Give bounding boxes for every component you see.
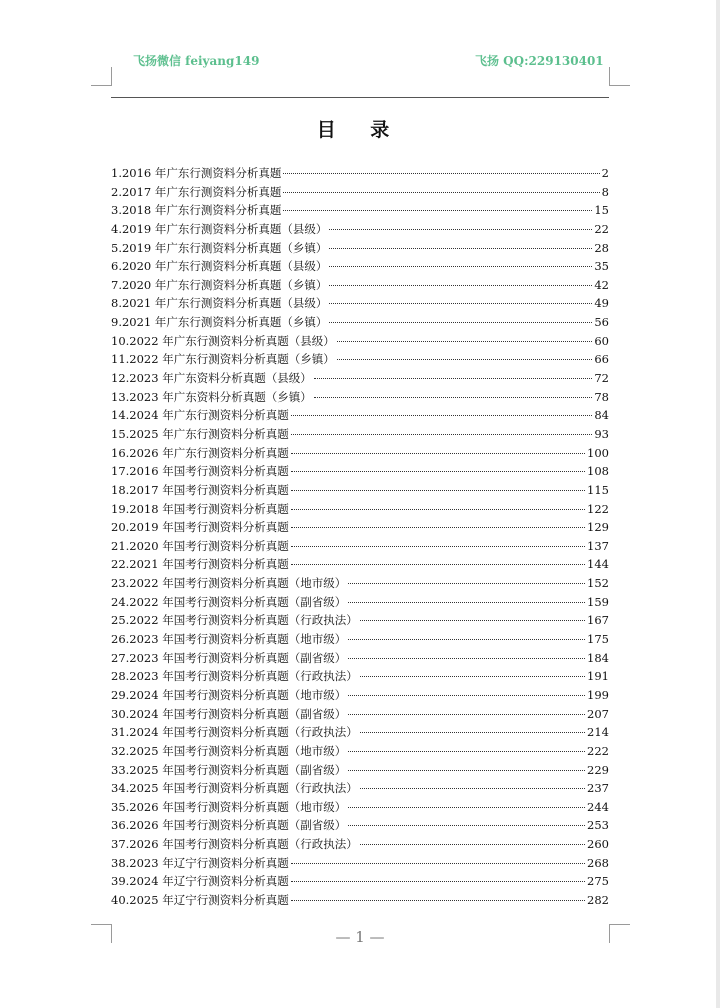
toc-entry-title: 13.2023 年广东资料分析真题（乡镇） [111, 389, 312, 404]
toc-entry-page: 159 [587, 594, 609, 609]
toc-entry[interactable] [111, 201, 609, 220]
toc-entry-page: 229 [587, 762, 609, 777]
toc-entry-page: 237 [587, 781, 609, 796]
toc-entry-title: 28.2023 年国考行测资料分析真题（行政执法） [111, 669, 358, 684]
toc-dot-leader [337, 359, 593, 360]
toc-entry-page: 144 [587, 557, 609, 572]
toc-entry-page: 60 [594, 333, 609, 348]
toc-entry-title: 22.2021 年国考行测资料分析真题 [111, 557, 289, 572]
toc-dot-leader [291, 881, 585, 882]
toc-entry[interactable] [111, 276, 609, 295]
toc-dot-leader [291, 415, 593, 416]
toc-entry-title: 16.2026 年广东行测资料分析真题 [111, 445, 289, 460]
toc-entry[interactable] [111, 686, 609, 705]
crop-mark-top-left [91, 67, 112, 86]
toc-dot-leader [329, 285, 592, 286]
toc-dot-leader [348, 751, 585, 752]
toc-entry[interactable] [111, 183, 609, 202]
toc-entry[interactable] [111, 854, 609, 873]
toc-dot-leader [360, 788, 585, 789]
toc-entry-page: 42 [594, 277, 609, 292]
toc-entry[interactable] [111, 350, 609, 369]
toc-entry[interactable] [111, 425, 609, 444]
toc-entry-page: 207 [587, 706, 609, 721]
toc-dot-leader [283, 192, 599, 193]
toc-dot-leader [291, 863, 585, 864]
toc-entry[interactable] [111, 816, 609, 835]
toc-entry[interactable] [111, 872, 609, 891]
header-right-text: 飞扬 QQ:229130401 [475, 54, 604, 68]
toc-entry[interactable] [111, 462, 609, 481]
toc-dot-leader [291, 453, 585, 454]
toc-entry[interactable] [111, 332, 609, 351]
toc-entry-title: 32.2025 年国考行测资料分析真题（地市级） [111, 743, 347, 758]
toc-entry[interactable] [111, 500, 609, 519]
toc-entry-title: 23.2022 年国考行测资料分析真题（地市级） [111, 576, 347, 591]
toc-dot-leader [283, 173, 599, 174]
toc-dot-leader [348, 658, 585, 659]
toc-entry[interactable] [111, 779, 609, 798]
toc-dot-leader [291, 546, 585, 547]
toc-entry-page: 282 [587, 892, 609, 907]
toc-entry[interactable] [111, 239, 609, 258]
toc-entry[interactable] [111, 611, 609, 630]
toc-dot-leader [314, 378, 593, 379]
toc-entry[interactable] [111, 518, 609, 537]
toc-entry-page: 22 [594, 221, 609, 236]
toc-dot-leader [329, 303, 592, 304]
toc-entry-page: 214 [587, 725, 609, 740]
toc-entry-page: 260 [587, 837, 609, 852]
toc-dot-leader [360, 620, 585, 621]
toc-entry-page: 35 [594, 259, 609, 274]
toc-entry-page: 184 [587, 650, 609, 665]
toc-entry[interactable] [111, 667, 609, 686]
page-number: — 1 — [335, 928, 385, 946]
toc-entry-page: 137 [587, 538, 609, 553]
toc-dot-leader [348, 807, 585, 808]
toc-entry[interactable] [111, 164, 609, 183]
toc-dot-leader [360, 844, 585, 845]
toc-entry[interactable] [111, 835, 609, 854]
toc-entry-title: 17.2016 年国考行测资料分析真题 [111, 464, 289, 479]
toc-entry[interactable] [111, 649, 609, 668]
toc-entry-title: 34.2025 年国考行测资料分析真题（行政执法） [111, 781, 358, 796]
toc-entry-page: 2 [601, 166, 609, 180]
toc-dot-leader [337, 341, 593, 342]
toc-entry-title: 14.2024 年广东行测资料分析真题 [111, 408, 289, 423]
toc-entry-page: 8 [601, 184, 609, 199]
toc-dot-leader [348, 639, 585, 640]
toc-entry[interactable] [111, 593, 609, 612]
toc-entry[interactable] [111, 294, 609, 313]
toc-entry[interactable] [111, 406, 609, 425]
toc-entry[interactable] [111, 705, 609, 724]
toc-dot-leader [291, 564, 585, 565]
toc-entry-page: 275 [587, 874, 609, 889]
toc-entry-page: 72 [594, 371, 609, 386]
toc-dot-leader [348, 602, 585, 603]
toc-entry[interactable] [111, 369, 609, 388]
toc-entry-page: 152 [587, 576, 609, 591]
toc-dot-leader [314, 397, 593, 398]
toc-entry-title: 26.2023 年国考行测资料分析真题（地市级） [111, 632, 347, 647]
header-rule [111, 97, 609, 98]
toc-dot-leader [283, 210, 592, 211]
toc-entry-page: 28 [594, 240, 609, 255]
toc-dot-leader [348, 583, 585, 584]
toc-entry-page: 49 [594, 296, 609, 311]
toc-entry[interactable] [111, 630, 609, 649]
toc-entry[interactable] [111, 444, 609, 463]
toc-dot-leader [291, 490, 585, 491]
toc-entry-page: 122 [587, 501, 609, 516]
toc-entry-title: 21.2020 年国考行测资料分析真题 [111, 538, 289, 553]
toc-entry[interactable] [111, 574, 609, 593]
toc-entry-title: 1.2016 年广东行测资料分析真题 [111, 166, 282, 180]
toc-entry-title: 3.2018 年广东行测资料分析真题 [111, 203, 282, 218]
toc-entry-page: 253 [587, 818, 609, 833]
toc-dot-leader [291, 509, 585, 510]
toc-entry-title: 18.2017 年国考行测资料分析真题 [111, 482, 289, 497]
toc-entry[interactable] [111, 761, 609, 780]
toc-entry-title: 27.2023 年国考行测资料分析真题（副省级） [111, 650, 347, 665]
toc-entry[interactable] [111, 388, 609, 407]
toc-dot-leader [348, 770, 585, 771]
toc-entry-title: 35.2026 年国考行测资料分析真题（地市级） [111, 799, 347, 814]
toc-entry[interactable] [111, 555, 609, 574]
toc-entry-title: 8.2021 年广东行测资料分析真题（县级） [111, 296, 328, 311]
toc-dot-leader [329, 266, 592, 267]
toc-entry-page: 222 [587, 743, 609, 758]
header-left-text: 飞扬微信 feiyang149 [133, 54, 260, 68]
crop-mark-top-right [609, 67, 630, 86]
toc-entry-title: 5.2019 年广东行测资料分析真题（乡镇） [111, 240, 328, 255]
toc-dot-leader [291, 471, 585, 472]
toc-dot-leader [291, 900, 585, 901]
toc-entry-page: 175 [587, 632, 609, 647]
toc-entry-title: 29.2024 年国考行测资料分析真题（地市级） [111, 687, 347, 702]
toc-entry-page: 56 [594, 315, 609, 330]
toc-entry-page: 167 [587, 613, 609, 628]
toc-entry[interactable] [111, 313, 609, 332]
toc-entry-title: 12.2023 年广东资料分析真题（县级） [111, 371, 312, 386]
toc-entry-title: 4.2019 年广东行测资料分析真题（县级） [111, 221, 328, 236]
toc-entry-page: 129 [587, 520, 609, 535]
toc-entry-page: 115 [587, 482, 609, 497]
toc-entry-title: 31.2024 年国考行测资料分析真题（行政执法） [111, 725, 358, 740]
toc-entry-page: 66 [594, 352, 609, 367]
toc-entry[interactable] [111, 723, 609, 742]
toc-entry-title: 25.2022 年国考行测资料分析真题（行政执法） [111, 613, 358, 628]
toc-entry-page: 84 [594, 408, 609, 423]
toc-dot-leader [291, 527, 585, 528]
toc-entry[interactable] [111, 257, 609, 276]
toc-entry-title: 33.2025 年国考行测资料分析真题（副省级） [111, 762, 347, 777]
toc-entry-page: 100 [587, 445, 609, 460]
toc-dot-leader [348, 695, 585, 696]
toc-dot-leader [360, 676, 585, 677]
toc-entry-title: 40.2025 年辽宁行测资料分析真题 [111, 892, 289, 907]
page-edge [716, 0, 720, 1008]
toc-entry-page: 199 [587, 687, 609, 702]
toc-entry-page: 78 [594, 389, 609, 404]
toc-dot-leader [291, 434, 593, 435]
toc-dot-leader [329, 322, 592, 323]
toc-entry-title: 6.2020 年广东行测资料分析真题（县级） [111, 259, 328, 274]
toc-entry[interactable] [111, 220, 609, 239]
toc-entry[interactable] [111, 742, 609, 761]
toc-entry-title: 7.2020 年广东行测资料分析真题（乡镇） [111, 277, 328, 292]
toc-dot-leader [348, 825, 585, 826]
toc-entry-title: 20.2019 年国考行测资料分析真题 [111, 520, 289, 535]
toc-dot-leader [348, 714, 585, 715]
toc-entry-title: 39.2024 年辽宁行测资料分析真题 [111, 874, 289, 889]
table-of-contents [111, 164, 609, 910]
toc-dot-leader [360, 732, 585, 733]
toc-entry[interactable] [111, 537, 609, 556]
toc-entry[interactable] [111, 798, 609, 817]
toc-entry-title: 11.2022 年广东行测资料分析真题（乡镇） [111, 352, 335, 367]
toc-entry-title: 15.2025 年广东行测资料分析真题 [111, 426, 289, 441]
toc-entry-title: 2.2017 年广东行测资料分析真题 [111, 184, 282, 199]
toc-entry-page: 108 [587, 464, 609, 479]
toc-entry[interactable] [111, 481, 609, 500]
toc-entry-title: 10.2022 年广东行测资料分析真题（县级） [111, 333, 335, 348]
toc-entry-title: 36.2026 年国考行测资料分析真题（副省级） [111, 818, 347, 833]
toc-entry-title: 30.2024 年国考行测资料分析真题（副省级） [111, 706, 347, 721]
toc-dot-leader [329, 229, 592, 230]
toc-entry-page: 268 [587, 855, 609, 870]
toc-entry-title: 38.2023 年辽宁行测资料分析真题 [111, 855, 289, 870]
toc-entry-page: 93 [594, 426, 609, 441]
toc-entry-title: 9.2021 年广东行测资料分析真题（乡镇） [111, 315, 328, 330]
toc-entry-page: 15 [594, 203, 609, 218]
toc-entry[interactable] [111, 891, 609, 910]
toc-entry-title: 37.2026 年国考行测资料分析真题（行政执法） [111, 837, 358, 852]
toc-entry-page: 191 [587, 669, 609, 684]
toc-entry-page: 244 [587, 799, 609, 814]
toc-title: 目 录 [316, 119, 404, 141]
toc-entry-title: 19.2018 年国考行测资料分析真题 [111, 501, 289, 516]
toc-dot-leader [329, 248, 592, 249]
toc-entry-title: 24.2022 年国考行测资料分析真题（副省级） [111, 594, 347, 609]
